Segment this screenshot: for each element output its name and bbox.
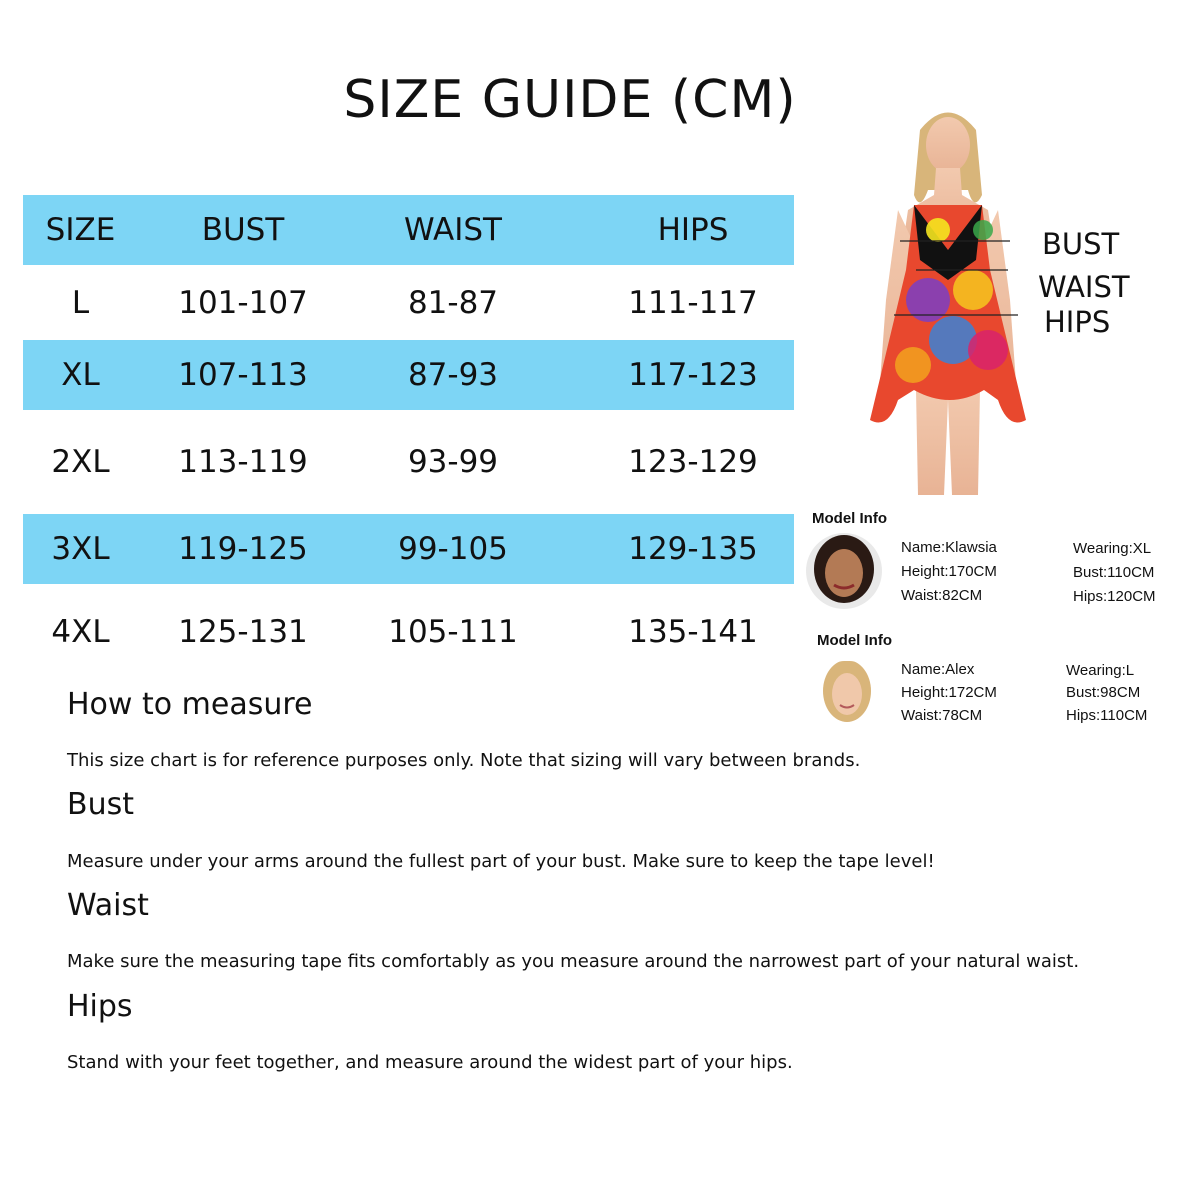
size-cell: 2XL — [51, 444, 110, 480]
model-avatar — [821, 661, 873, 723]
model-waist: Waist:82CM — [901, 587, 983, 604]
model-info-title: Model Info — [817, 632, 892, 649]
waist-cell: 105-111 — [388, 613, 518, 650]
model-wearing: Wearing:L — [1066, 662, 1135, 679]
header-hips: HIPS — [657, 212, 729, 248]
table-row — [23, 584, 794, 679]
page-title: SIZE GUIDE (CM) — [343, 70, 797, 130]
bust-cell: 125-131 — [178, 613, 308, 650]
size-cell: XL — [61, 357, 100, 393]
bust-cell: 113-119 — [178, 444, 308, 480]
waist-cell: 99-105 — [398, 531, 508, 567]
model-bust: Bust:98CM — [1066, 684, 1141, 701]
hips-text: Stand with your feet together, and measure around the widest part of your hips. — [67, 1052, 793, 1073]
hips-cell: 135-141 — [628, 613, 758, 650]
hips-heading: Hips — [67, 989, 133, 1024]
bust-cell: 119-125 — [178, 531, 308, 567]
model-wearing: Wearing:XL — [1073, 540, 1152, 557]
model-photo — [858, 100, 1038, 495]
size-cell: 4XL — [51, 613, 110, 650]
waist-text: Make sure the measuring tape fits comfortably as you measure around the narrowest part of your natural waist. — [67, 951, 1080, 972]
size-cell: 3XL — [51, 531, 110, 567]
header-bust: BUST — [201, 212, 285, 248]
model-info-title: Model Info — [812, 510, 887, 527]
table-header-row — [23, 195, 794, 265]
table-row — [23, 265, 794, 340]
table-row — [23, 514, 794, 584]
model-name: Name:Alex — [901, 661, 975, 678]
model-hips: Hips:110CM — [1066, 707, 1148, 724]
bust-cell: 101-107 — [178, 284, 308, 321]
table-row — [23, 340, 794, 410]
model-height: Height:172CM — [901, 684, 997, 701]
hips-cell: 117-123 — [628, 357, 758, 393]
bust-label: BUST — [1042, 227, 1120, 261]
model-bust: Bust:110CM — [1073, 564, 1155, 581]
waist-label: WAIST — [1038, 270, 1130, 304]
bust-heading: Bust — [67, 787, 134, 822]
table-row — [23, 410, 794, 514]
hips-cell: 123-129 — [628, 444, 758, 480]
size-table — [23, 195, 794, 679]
hips-cell: 129-135 — [628, 531, 758, 567]
waist-cell: 87-93 — [407, 357, 499, 393]
model-avatar — [806, 533, 882, 609]
hips-cell: 111-117 — [628, 284, 758, 321]
model-height: Height:170CM — [901, 563, 997, 580]
waist-cell: 81-87 — [407, 284, 499, 321]
header-size: SIZE — [45, 212, 116, 248]
how-to-measure-heading: How to measure — [67, 687, 313, 722]
header-waist: WAIST — [404, 212, 502, 248]
bust-text: Measure under your arms around the fullest part of your bust. Make sure to keep the tape level! — [67, 851, 935, 872]
size-cell: L — [71, 284, 90, 321]
model-hips: Hips:120CM — [1073, 588, 1156, 605]
model-waist: Waist:78CM — [901, 707, 983, 724]
hips-label: HIPS — [1044, 305, 1111, 339]
how-to-measure-text: This size chart is for reference purposes only. Note that sizing will vary between brands. — [67, 750, 861, 771]
waist-cell: 93-99 — [407, 444, 499, 480]
waist-heading: Waist — [67, 888, 149, 923]
bust-cell: 107-113 — [178, 357, 308, 393]
measurement-labels — [1036, 225, 1128, 339]
model-name: Name:Klawsia — [901, 539, 997, 556]
